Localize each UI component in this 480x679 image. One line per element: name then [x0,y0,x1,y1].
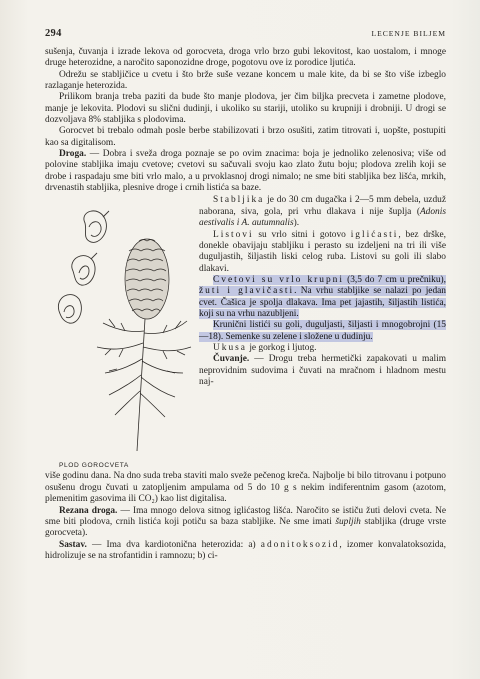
text-run: , izomer konvalatoksozida, hidrolizuje se na strofantidin i ramnozu; b) ci- [45,539,446,561]
text-run: (3,5 do 7 cm u prečniku), [343,274,446,285]
term-iglicasti: iglićasti [350,229,399,240]
section-label: Rezana droga. [59,505,118,516]
section-label: Droga. [59,149,87,160]
running-title: LECENJE BILJEM [371,29,446,38]
paragraph-stabljika [199,195,446,229]
adonis-fruit-illustration [45,201,195,457]
paragraph-rezana [45,506,446,540]
text-run: , bez drške, donekle obavijaju stabljiku i perasto su izdeljeni na tri ili više duguljastih, šiljastih liski celog ruba. Listovi su goli ili slabo dlakavi. [199,229,446,274]
stem-leaves-drawing [97,319,191,451]
paragraph-droga [45,149,446,194]
text-run: — Drogu treba hermetički zapakovati u malim neprovidnim sudovima i čuvati na mračnom i hladnom mestu naj- [199,354,446,387]
section-text: — Dobra i sveža droga poznaje se po ovim znacima: boja je jednoliko zelenosiva; više od polovine stabljika imaju cvetove; cvetovi su sačuvali svoju kao zlato žutu boju; plodova zrelih koji se drobe i raspadaju sme biti vrlo malo, a u prvoklasnoj drogi nimalo; ne sme biti stabljika bez lišća, mrkih, drvenastih stabljika, plesnive droge i crnih listića sa baze. [45,149,446,194]
term-adonitoksozid: adonitoksozid [260,539,340,550]
text-run: je do 30 cm dugačka i 2—5 mm debela, uzduž naborana, siva, gola, pri vrhu dlakava i nije šupljа ( [199,195,446,217]
paragraph-ukusa [199,343,446,354]
italic-term: šupljih [335,516,361,527]
paragraph-listovi [199,230,446,275]
paragraph: Gorocvet bi trebalo odmah posle berbe stabilizovati i brzo osušiti, zatim titrovati i, uopšte, postupiti kao sa digitalisom. [45,126,446,148]
figure [45,195,195,471]
term-ukusa: Ukusa [213,342,247,353]
paragraph: Odrežu se stabljičice u cvetu i što brže suše vezane koncem u male kite, da bi se što više izbeglo razlaganje heterozida. [45,69,446,92]
section-label: Čuvanje. [213,354,250,365]
text-run: — Ima mnogo delova sitnog iglićastog lišća. Naročito se ističu žuti delovi cveta. Ne sme biti plodova, crnih listića koji potiču sa baza stabljike. Ne sme imati [45,505,446,527]
latin-names: Adonis aestivalis i A. autumnalis [199,206,446,229]
term-cvetovi: Cvetovi su vrlo krupni [213,274,344,285]
text-run: stabljika (druge vrste gorocveta). [45,516,446,539]
figure-caption: PLOD GOROCVETA [59,462,129,470]
seed-drawing-bottom [58,295,81,324]
paragraph: više godinu dana. Na dno suda treba staviti malo sveže pečenog kreča. Najbolje bi bilo titrovanu i potpuno osušenu drogu čuvati u zatopljenim ampulama od 5 do 10 g s nekim indiferentnim gasom (azotom, plemenitim gasovima ili CO₂) kao list digitalisa. [45,471,446,505]
seed-drawing-top [84,211,109,243]
page-number: 294 [45,28,62,39]
body-text [45,47,446,562]
text-run: je gorkog i ljutog. [246,342,317,353]
paragraph-krunicni [199,320,446,343]
text-run: su vrlo sitni i gotovo [253,229,351,240]
paragraph-cvetovi [199,275,446,320]
paragraph-cuvanje [199,354,446,388]
term-listovi: Listovi [213,229,254,240]
figure-section [45,195,446,471]
running-head [45,28,446,39]
paragraph-sastav [45,540,446,563]
highlighted-text: Krunični listići su goli, duguljasti, šiljasti i mnogobrojni (15—18). Semenke su zelene i složene u dudinju. [199,320,446,342]
term-zuti: žuti i glavičasti [199,286,295,297]
text-run: . Na vrhu stabljike se nalazi po jedan cvet. Čašica je spolja dlakava. Ima pet jajastih, šiljastih listića, koji su na vrhu nazubljeni. [199,286,446,319]
term-stabljika: Stabljika [213,195,265,206]
fruit-head-drawing [125,239,169,319]
seed-drawing-middle [72,253,97,285]
paragraph: sušenja, čuvanja i izrade lekova od gorocveta, droga vrlo brzo gubi lekovitost, kao uostalom, i mnoge druge heterozidne, a naročito saponozidne droge, pogotovu ove iz porodice ljutića. [45,47,446,69]
paragraph: Prilikom branja treba paziti da bude što manje plodova, jer čim biljka precveta i zametne plodove, manje je lekovita. Plodovi su slični dudinji, i ukoliko su stariji, utoliko su krupniji i drobniji. U drogi se dozvoljava 8% stabljika s plodovima. [45,92,446,126]
text-run: — Ima dva kardiotonična heterozida: a) [86,539,261,550]
right-column [195,195,446,471]
section-label: Sastav. [59,539,87,550]
text-run: ). [293,218,300,229]
